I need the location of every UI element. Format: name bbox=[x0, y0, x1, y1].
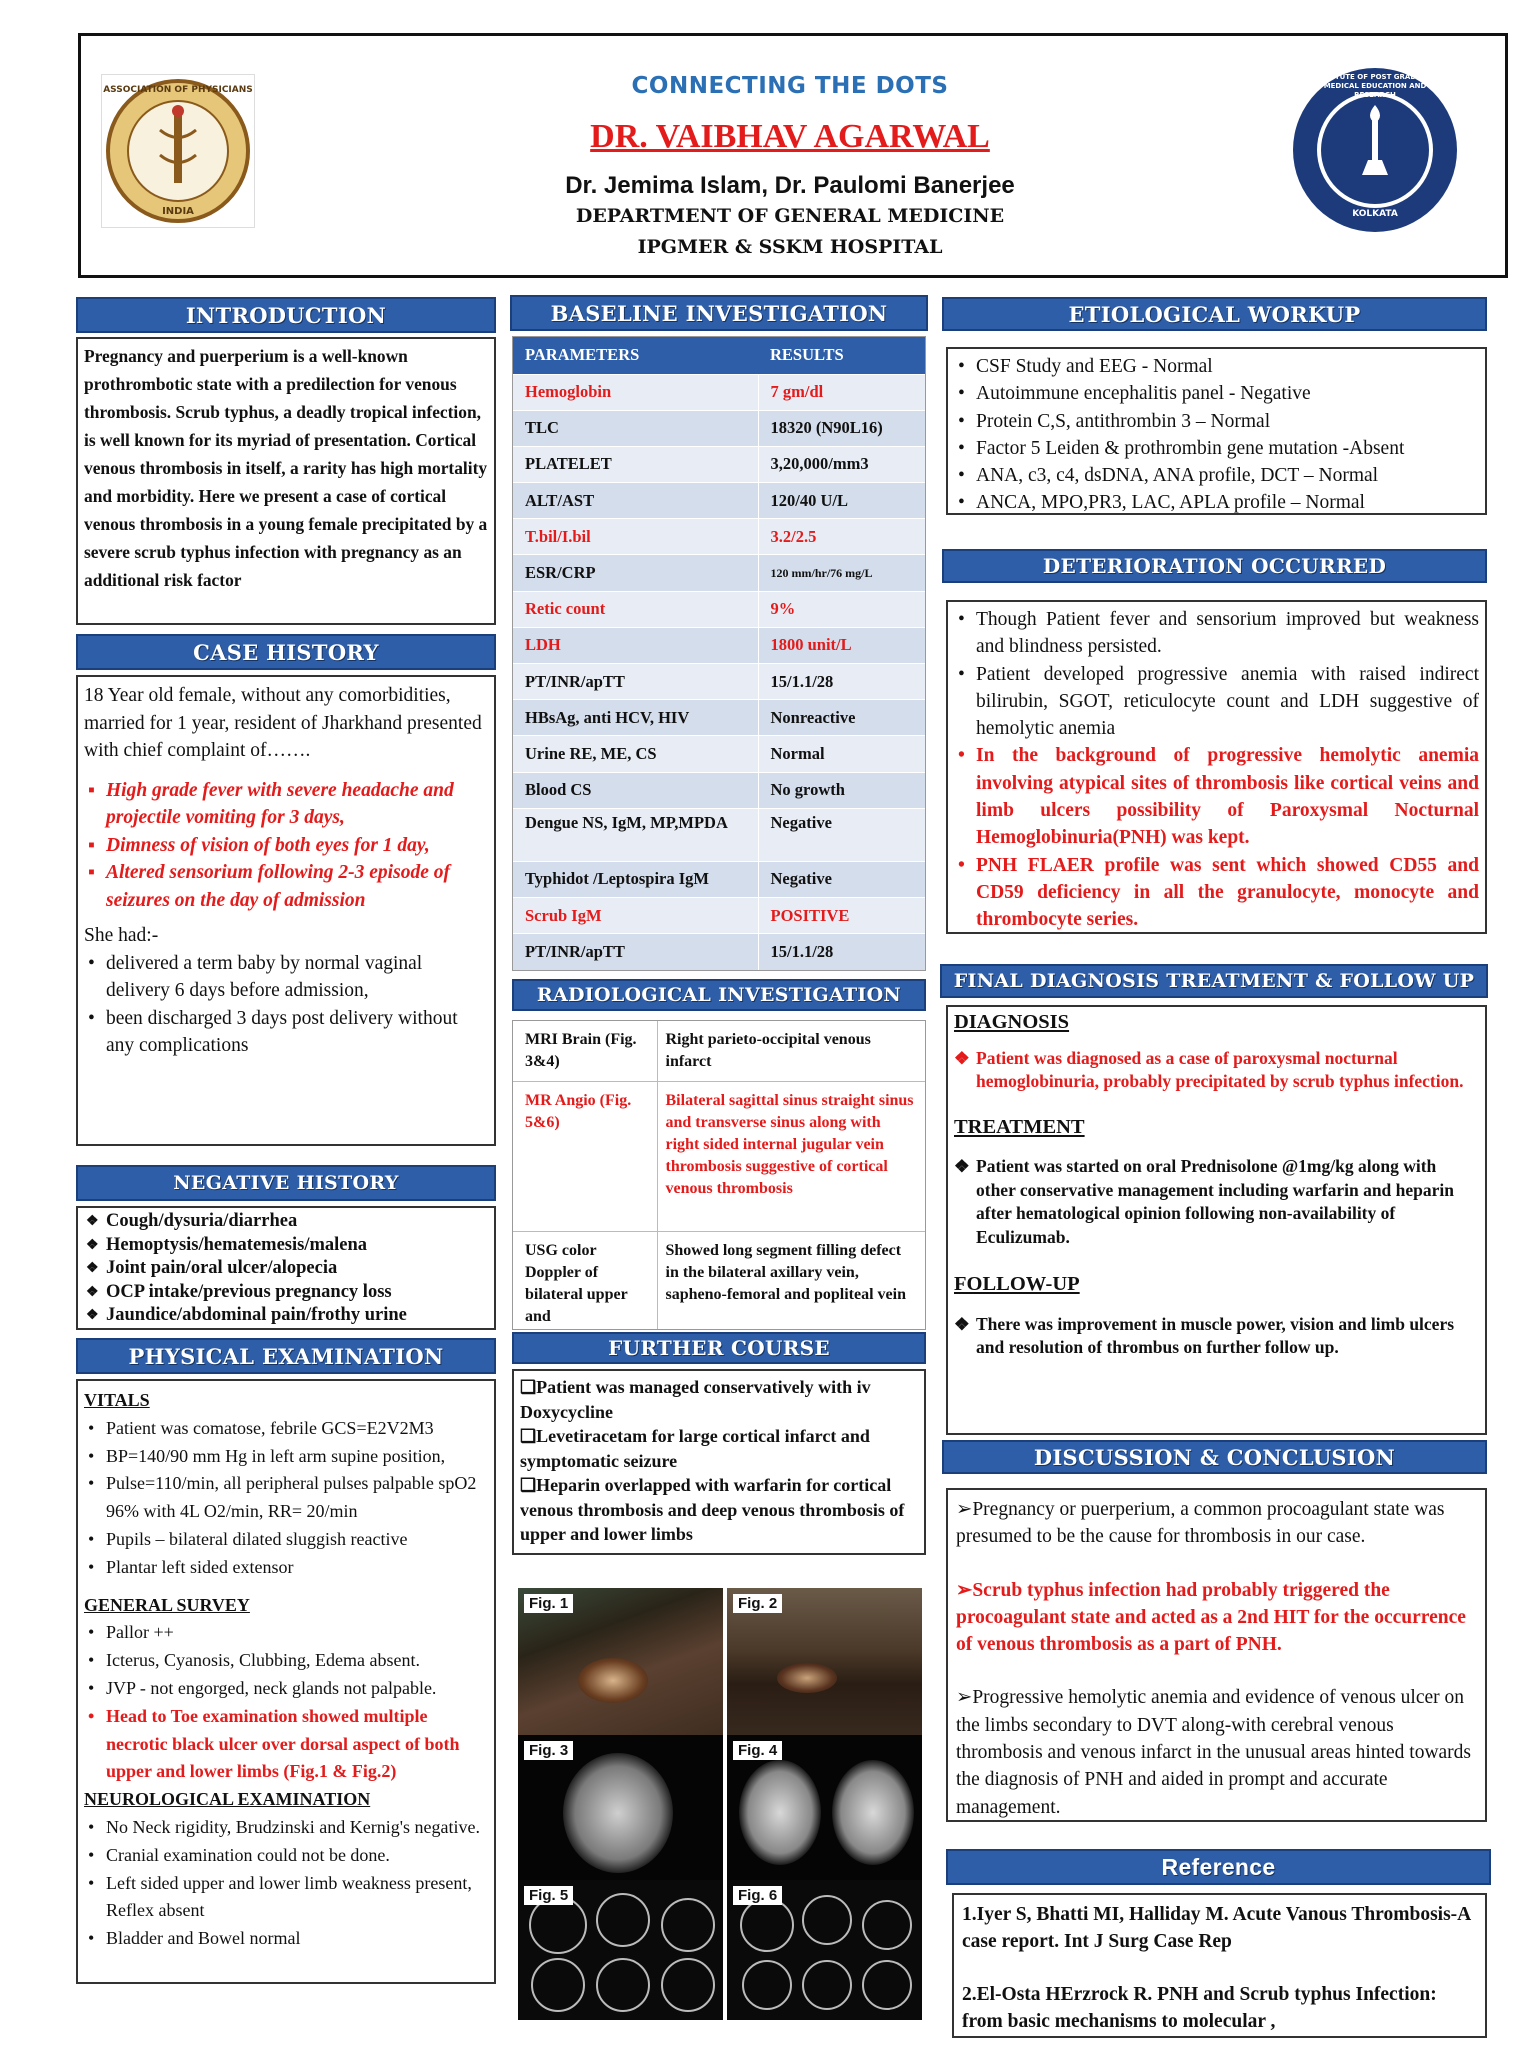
list-item: • Pupils – bilateral dilated sluggish reactive bbox=[84, 1526, 488, 1554]
parameter-cell: ALT/AST bbox=[513, 483, 758, 519]
figure-3-mri bbox=[518, 1735, 723, 1880]
diagnosis-text-body: Patient was diagnosed as a case of paroxysmal nocturnal hemoglobinuria, probably precipitated by scrub typhus infection. bbox=[976, 1047, 1464, 1091]
list-item: • Plantar left sided extensor bbox=[84, 1554, 488, 1582]
figure-6-mr-angio bbox=[727, 1880, 922, 2020]
table-row bbox=[513, 1082, 925, 1232]
list-item: • Protein C,S, antithrombin 3 – Normal bbox=[954, 408, 1479, 435]
baseline-table-wrap bbox=[512, 336, 926, 971]
case-history-header: CASE HISTORY bbox=[76, 634, 496, 670]
list-item: • Factor 5 Leiden & prothrombin gene mutation -Absent bbox=[954, 435, 1479, 462]
vitals-heading: VITALS bbox=[84, 1390, 150, 1410]
etiological-box bbox=[946, 347, 1487, 515]
baseline-header: BASELINE INVESTIGATION bbox=[510, 295, 928, 331]
list-item: ▪ Altered sensorium following 2-3 episode of seizures on the day of admission bbox=[84, 859, 488, 914]
table-row bbox=[513, 897, 925, 933]
result-cell: 120 mm/hr/76 mg/L bbox=[758, 555, 925, 591]
parameter-cell: LDH bbox=[513, 627, 758, 663]
column-header: RESULTS bbox=[770, 345, 844, 365]
further-course-item: ❑Patient was managed conservatively with iv Doxycycline bbox=[520, 1377, 871, 1422]
physical-exam-header: PHYSICAL EXAMINATION bbox=[76, 1338, 496, 1374]
list-item: • CSF Study and EEG - Normal bbox=[954, 353, 1479, 380]
list-item: ❖ Joint pain/oral ulcer/alopecia bbox=[84, 1257, 488, 1281]
etiological-header: ETIOLOGICAL WORKUP bbox=[942, 297, 1487, 331]
figure-1-leg-ulcer bbox=[518, 1588, 723, 1748]
treatment-heading: TREATMENT bbox=[954, 1115, 1085, 1138]
list-item: ▪ Dimness of vision of both eyes for 1 day, bbox=[84, 832, 488, 860]
diamond-icon: ❖ bbox=[954, 1047, 970, 1068]
result-cell: Showed long segment filling defect in the bilateral axillary vein, sapheno-femoral and popliteal vein bbox=[657, 1232, 925, 1331]
negative-history-list bbox=[84, 1210, 488, 1328]
list-item: • Pallor ++ bbox=[84, 1619, 488, 1647]
discussion-header: DISCUSSION & CONCLUSION bbox=[942, 1440, 1487, 1474]
result-cell: POSITIVE bbox=[758, 897, 925, 933]
table-row bbox=[513, 446, 925, 482]
case-history-intro: 18 Year old female, without any comorbidities, married for 1 year, resident of Jharkhand presented with chief complaint of……. bbox=[84, 685, 482, 761]
diagnosis-heading: DIAGNOSIS bbox=[954, 1011, 1070, 1033]
case-history-box bbox=[76, 675, 496, 1146]
left-logo-caption: ASSOCIATION OF PHYSICIANS bbox=[103, 85, 253, 95]
figure-5-mr-angio bbox=[518, 1880, 723, 2020]
further-course-box bbox=[512, 1369, 926, 1555]
result-cell: 9% bbox=[758, 591, 925, 627]
list-item: • Cranial examination could not be done. bbox=[84, 1842, 488, 1870]
she-had-label: She had:- bbox=[84, 925, 159, 946]
deterioration-header: DETERIORATION OCCURRED bbox=[942, 549, 1487, 583]
list-item: • been discharged 3 days post delivery without any complications bbox=[84, 1005, 488, 1060]
parameter-cell: T.bil/I.bil bbox=[513, 519, 758, 555]
parameter-cell: PLATELET bbox=[513, 446, 758, 482]
discussion-point-3: ➢Progressive hemolytic anemia and evidence of venous ulcer on the limbs secondary to DVT along-with cerebral venous thrombosis and venous infarct in the unusual areas hinted towards the diagnosis of PNH and aided in prompt and accurate management. bbox=[956, 1687, 1472, 1818]
table-row bbox=[513, 736, 925, 772]
table-row bbox=[513, 808, 925, 861]
parameter-cell: Blood CS bbox=[513, 772, 758, 808]
table-row bbox=[513, 555, 925, 591]
coauthors: Dr. Jemima Islam, Dr. Paulomi Banerjee bbox=[565, 172, 1015, 199]
follow-up-text-body: There was improvement in muscle power, vision and limb ulcers and resolution of thrombus on further follow up. bbox=[976, 1313, 1455, 1357]
result-cell: 120/40 U/L bbox=[758, 483, 925, 519]
result-cell: 15/1.1/28 bbox=[758, 664, 925, 700]
parameter-cell: Scrub IgM bbox=[513, 897, 758, 933]
table-row bbox=[513, 772, 925, 808]
negative-history-box bbox=[76, 1206, 496, 1330]
diagnosis-text bbox=[954, 1047, 1479, 1094]
physical-exam-box bbox=[76, 1379, 496, 1984]
right-logo-caption-2: KOLKATA bbox=[1352, 209, 1398, 219]
list-item: • ANA, c3, c4, dsDNA, ANA profile, DCT – Normal bbox=[954, 462, 1479, 489]
figure-label: Fig. 1 bbox=[524, 1594, 573, 1613]
list-item: ❖ Hemoptysis/hematemesis/malena bbox=[84, 1234, 488, 1258]
table-row bbox=[513, 591, 925, 627]
obstetric-history-list bbox=[84, 950, 488, 1060]
list-item: • Though Patient fever and sensorium improved but weakness and blindness persisted. bbox=[954, 606, 1479, 661]
list-item: • Left sided upper and lower limb weakness present, Reflex absent bbox=[84, 1870, 488, 1926]
parameter-cell: TLC bbox=[513, 410, 758, 446]
result-cell: 15/1.1/28 bbox=[758, 934, 925, 970]
figure-label: Fig. 6 bbox=[733, 1886, 782, 1905]
table-row bbox=[513, 410, 925, 446]
list-item: • BP=140/90 mm Hg in left arm supine position, bbox=[84, 1443, 488, 1471]
neuro-exam-list bbox=[84, 1814, 488, 1953]
final-diagnosis-box bbox=[946, 1005, 1487, 1435]
treatment-text bbox=[954, 1155, 1479, 1249]
tagline: CONNECTING THE DOTS bbox=[631, 73, 949, 99]
column-header: PARAMETERS bbox=[525, 345, 640, 365]
parameter-cell: USG color Doppler of bilateral upper and bbox=[513, 1232, 657, 1331]
table-row bbox=[513, 1232, 925, 1331]
etiological-list bbox=[954, 353, 1479, 517]
figure-label: Fig. 4 bbox=[733, 1741, 782, 1760]
introduction-text: Pregnancy and puerperium is a well-known prothrombotic state with a predilection for venous thrombosis. Scrub typhus, a deadly tropical infection, is well known for its myriad of presentation. Cortical venous thrombosis in itself, a rarity has high mortality and morbidity. Here we present a case of cortical venous thrombosis in a young female precipitated by a severe scrub typhus infection with pregnancy as an additional risk factor bbox=[84, 346, 488, 590]
introduction-header: INTRODUCTION bbox=[76, 297, 496, 333]
radiological-table-wrap bbox=[512, 1020, 926, 1330]
list-item: ❖ Jaundice/abdominal pain/frothy urine bbox=[84, 1304, 488, 1328]
deterioration-box bbox=[946, 600, 1487, 934]
discussion-point-1: ➢Pregnancy or puerperium, a common procoagulant state was presumed to be the cause for thrombosis in our case. bbox=[956, 1499, 1445, 1548]
baseline-table-header-row bbox=[513, 337, 925, 374]
diamond-icon: ❖ bbox=[954, 1156, 970, 1176]
table-row bbox=[513, 374, 925, 410]
result-cell: No growth bbox=[758, 772, 925, 808]
table-row bbox=[513, 627, 925, 663]
baseline-table bbox=[513, 337, 925, 970]
list-item: • Autoimmune encephalitis panel - Negative bbox=[954, 380, 1479, 407]
parameter-cell: HBsAg, anti HCV, HIV bbox=[513, 700, 758, 736]
right-logo-caption: INSTITUTE OF POST GRADUATE MEDICAL EDUCATION AND RESEARCH bbox=[1313, 73, 1437, 99]
deterioration-list bbox=[954, 606, 1479, 934]
list-item: • Patient developed progressive anemia with raised indirect bilirubin, SGOT, reticulocyte count and LDH suggestive of hemolytic anemia bbox=[954, 661, 1479, 743]
table-row bbox=[513, 700, 925, 736]
further-course-item: ❑Levetiracetam for large cortical infarct and symptomatic seizure bbox=[520, 1426, 870, 1471]
vitals-list bbox=[84, 1415, 488, 1582]
result-cell: Nonreactive bbox=[758, 700, 925, 736]
result-cell: Right parieto-occipital venous infarct bbox=[657, 1021, 925, 1082]
complaint-list bbox=[84, 777, 488, 915]
left-logo bbox=[102, 75, 254, 227]
radiological-header: RADIOLOGICAL INVESTIGATION bbox=[512, 979, 926, 1011]
general-survey-list bbox=[84, 1619, 488, 1786]
result-cell: 18320 (N90L16) bbox=[758, 410, 925, 446]
result-cell: 3,20,000/mm3 bbox=[758, 446, 925, 482]
table-row bbox=[513, 1021, 925, 1082]
hospital: IPGMER & SSKM HOSPITAL bbox=[637, 236, 943, 258]
list-item: • ANCA, MPO,PR3, LAC, APLA profile – Normal bbox=[954, 489, 1479, 516]
introduction-box bbox=[76, 337, 496, 625]
table-row bbox=[513, 483, 925, 519]
result-cell: 7 gm/dl bbox=[758, 374, 925, 410]
parameter-cell: ESR/CRP bbox=[513, 555, 758, 591]
table-row bbox=[513, 519, 925, 555]
department: DEPARTMENT OF GENERAL MEDICINE bbox=[575, 205, 1005, 227]
neuro-exam-heading: NEUROLOGICAL EXAMINATION bbox=[84, 1789, 371, 1810]
result-cell: 1800 unit/L bbox=[758, 627, 925, 663]
follow-up-heading: FOLLOW-UP bbox=[954, 1273, 1080, 1295]
figure-label: Fig. 3 bbox=[524, 1741, 573, 1760]
list-item: ❖ Cough/dysuria/diarrhea bbox=[84, 1210, 488, 1234]
result-cell: Bilateral sagittal sinus straight sinus and transverse sinus along with right sided internal jugular vein thrombosis suggestive of cortical venous thrombosis bbox=[657, 1082, 925, 1232]
list-item: • Pulse=110/min, all peripheral pulses palpable spO2 96% with 4L O2/min, RR= 20/min bbox=[84, 1470, 488, 1526]
presenter-name: DR. VAIBHAV AGARWAL bbox=[590, 118, 990, 155]
left-logo-caption-2: INDIA bbox=[162, 206, 194, 217]
list-item: • PNH FLAER profile was sent which showed CD55 and CD59 deficiency in all the granulocyte, monocyte and thrombocyte series. bbox=[954, 852, 1479, 934]
list-item: • Head to Toe examination showed multiple necrotic black ulcer over dorsal aspect of both upper and lower limbs (Fig.1 & Fig.2) bbox=[84, 1703, 488, 1786]
reference-1: 1.Iyer S, Bhatti MI, Halliday M. Acute Vanous Thrombosis-A case report. Int J Surg Case Rep bbox=[962, 1904, 1471, 1952]
discussion-box bbox=[946, 1488, 1487, 1822]
list-item: • In the background of progressive hemolytic anemia involving atypical sites of thrombosis like cortical veins and limb ulcers possibility of Paroxysmal Nocturnal Hemoglobinuria(PNH) was kept. bbox=[954, 742, 1479, 851]
list-item: • Patient was comatose, febrile GCS=E2V2M3 bbox=[84, 1415, 488, 1443]
list-item: ❖ OCP intake/previous pregnancy loss bbox=[84, 1281, 488, 1305]
parameter-cell: Hemoglobin bbox=[513, 374, 758, 410]
discussion-point-2: ➢Scrub typhus infection had probably triggered the procoagulant state and acted as a 2nd HIT for the occurrence of venous thrombosis as a part of PNH. bbox=[956, 1579, 1466, 1656]
further-course-item: ❑Heparin overlapped with warfarin for cortical venous thrombosis and deep venous thrombosis of upper and lower limbs bbox=[520, 1475, 905, 1544]
general-survey-heading: GENERAL SURVEY bbox=[84, 1594, 250, 1615]
further-course-header: FURTHER COURSE bbox=[512, 1332, 926, 1364]
right-logo bbox=[1290, 65, 1460, 235]
result-cell: 3.2/2.5 bbox=[758, 519, 925, 555]
figure-2-leg-ulcer bbox=[727, 1588, 922, 1748]
table-row bbox=[513, 664, 925, 700]
list-item: • No Neck rigidity, Brudzinski and Kernig's negative. bbox=[84, 1814, 488, 1842]
list-item: ▪ High grade fever with severe headache and projectile vomiting for 3 days, bbox=[84, 777, 488, 832]
parameter-cell: MR Angio (Fig. 5&6) bbox=[513, 1082, 657, 1232]
parameter-cell: PT/INR/apTT bbox=[513, 934, 758, 970]
result-cell: Negative bbox=[758, 808, 925, 861]
parameter-cell: Dengue NS, IgM, MP,MPDA bbox=[513, 808, 758, 861]
figure-label: Fig. 2 bbox=[733, 1594, 782, 1613]
list-item: • delivered a term baby by normal vaginal delivery 6 days before admission, bbox=[84, 950, 488, 1005]
figure-label: Fig. 5 bbox=[524, 1886, 573, 1905]
baseline-table-body bbox=[513, 337, 925, 970]
reference-header: Reference bbox=[946, 1849, 1491, 1885]
treatment-text-body: Patient was started on oral Prednisolone @1mg/kg along with other conservative management including warfarin and heparin after hematological opinion following non-availability of Eculizumab. bbox=[976, 1156, 1455, 1247]
parameter-cell: Urine RE, ME, CS bbox=[513, 736, 758, 772]
parameter-cell: PT/INR/apTT bbox=[513, 664, 758, 700]
reference-2: 2.El-Osta HErzrock R. PNH and Scrub typhus Infection: from basic mechanisms to molecular , bbox=[962, 1984, 1437, 2032]
parameter-cell: Retic count bbox=[513, 591, 758, 627]
final-diagnosis-header: FINAL DIAGNOSIS TREATMENT & FOLLOW UP bbox=[940, 964, 1488, 998]
list-item: • JVP - not engorged, neck glands not palpable. bbox=[84, 1675, 488, 1703]
list-item: • Bladder and Bowel normal bbox=[84, 1925, 488, 1953]
table-row bbox=[513, 861, 925, 897]
reference-box bbox=[952, 1893, 1487, 2038]
result-cell: Normal bbox=[758, 736, 925, 772]
radiological-table-body bbox=[513, 1021, 925, 1330]
result-cell: Negative bbox=[758, 861, 925, 897]
figure-4-mri bbox=[727, 1735, 922, 1880]
parameter-cell: Typhidot /Leptospira IgM bbox=[513, 861, 758, 897]
radiological-table bbox=[513, 1021, 925, 1330]
parameter-cell: MRI Brain (Fig. 3&4) bbox=[513, 1021, 657, 1082]
table-row bbox=[513, 934, 925, 970]
follow-up-text bbox=[954, 1313, 1479, 1360]
list-item: • Icterus, Cyanosis, Clubbing, Edema absent. bbox=[84, 1647, 488, 1675]
diamond-icon: ❖ bbox=[954, 1313, 970, 1334]
negative-history-header: NEGATIVE HISTORY bbox=[76, 1165, 496, 1201]
